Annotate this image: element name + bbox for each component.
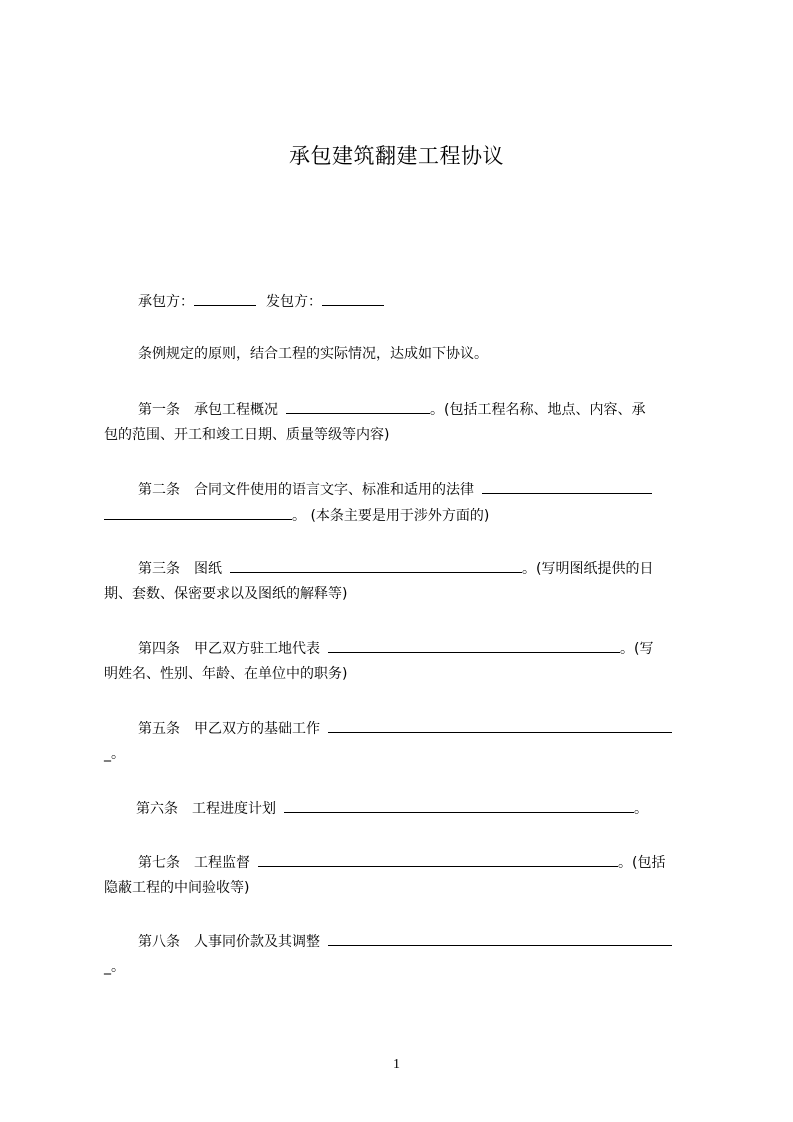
article-2-line2 [104,506,704,525]
article-2-line1 [138,480,738,499]
article-6-blank [284,799,634,813]
article-7-line1 [138,853,738,872]
document-title: 承包建筑翻建工程协议 [289,144,504,168]
article-2-number: 第二条 [138,482,180,498]
article-1-heading: 承包工程概况 [194,402,278,418]
article-4-line2: 明姓名、性别、年龄、在单位中的职务) [104,666,348,682]
article-4-tail: 。(写 [620,641,654,657]
article-5-blank [328,719,672,733]
page-number: 1 [393,1057,400,1072]
article-2-tail: 。 (本条主要是用于涉外方面的) [292,508,490,524]
article-3-tail: 。(写明图纸提供的日 [522,561,654,577]
client-blank [322,292,384,306]
article-4-number: 第四条 [138,641,180,657]
article-1-tail: 。(包括工程名称、地点、内容、承 [430,402,646,418]
article-8-line2: _。 [104,959,125,975]
article-3-line1 [138,559,738,578]
article-6-line1 [136,799,736,818]
article-5-line1 [138,719,738,738]
intro-paragraph: 条例规定的原则，结合工程的实际情况，达成如下协议。 [138,346,488,362]
article-3-blank [230,559,522,573]
article-7-tail: 。(包括 [618,855,666,871]
article-5-number: 第五条 [138,721,180,737]
article-2-blank-1 [482,480,652,494]
article-5-heading: 甲乙双方的基础工作 [194,721,320,737]
parties-line [138,292,738,311]
article-4-blank [328,639,620,653]
article-1-line2: 包的范围、开工和竣工日期、质量等级等内容) [104,427,390,443]
article-1-blank [286,400,430,414]
article-7-line2: 隐蔽工程的中间验收等) [104,880,250,896]
article-7-heading: 工程监督 [194,855,250,871]
article-1-line1 [138,400,738,419]
article-6-number: 第六条 [136,801,178,817]
article-7-number: 第七条 [138,855,180,871]
article-3-heading: 图纸 [194,561,222,577]
article-8-heading: 人事同价款及其调整 [194,934,320,950]
article-2-blank-2 [104,506,292,520]
article-8-line1 [138,932,738,951]
article-7-blank [258,853,618,867]
article-2-heading: 合同文件使用的语言文字、标准和适用的法律 [194,482,474,498]
article-6-tail: 。 [634,801,648,817]
article-8-blank [328,932,672,946]
contractor-blank [194,292,256,306]
article-4-line1 [138,639,738,658]
article-3-line2: 期、套数、保密要求以及图纸的解释等) [104,586,348,602]
article-5-line2: _。 [104,746,125,762]
article-3-number: 第三条 [138,561,180,577]
article-8-number: 第八条 [138,934,180,950]
contractor-label: 承包方： [138,294,194,310]
article-6-heading: 工程进度计划 [192,801,276,817]
client-label: 发包方： [266,294,322,310]
article-1-number: 第一条 [138,402,180,418]
article-4-heading: 甲乙双方驻工地代表 [194,641,320,657]
